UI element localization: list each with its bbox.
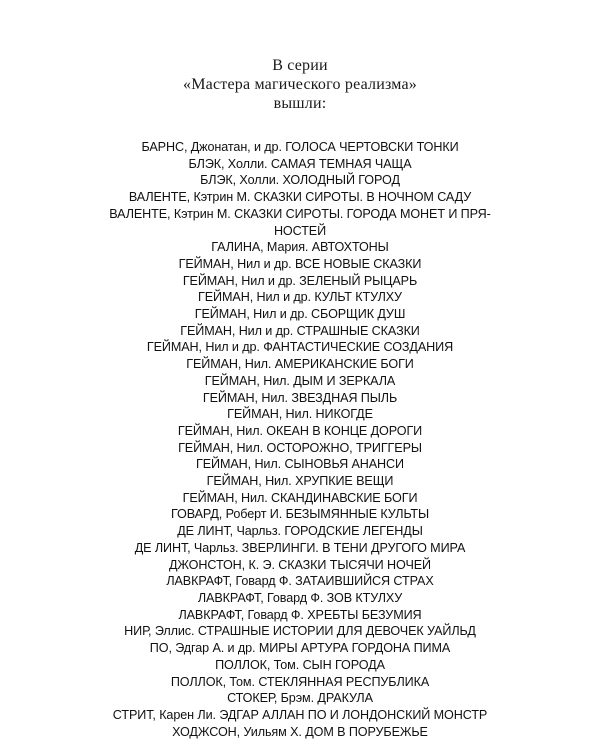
book-title: АВТОХТОНЫ: [311, 240, 389, 255]
book-title: СТЕКЛЯННАЯ РЕСПУБЛИКА: [258, 674, 430, 689]
book-author: ГЕЙМАН, Нил и др.: [194, 307, 308, 322]
book-entry: [0, 724, 600, 741]
book-entry: [0, 172, 600, 189]
book-title: СКАНДИНАВСКИЕ БОГИ: [271, 490, 418, 505]
book-title: НОСТЕЙ: [273, 223, 327, 238]
book-author: БЛЭК, Холли.: [200, 173, 280, 188]
book-author: ПОЛЛОК, Том.: [215, 657, 300, 672]
book-title: ХРУПКИЕ ВЕЩИ: [295, 474, 394, 489]
series-heading: [0, 56, 600, 113]
book-title: ЗАТАИВШИЙСЯ СТРАХ: [295, 574, 434, 589]
book-title: ХРЕБТЫ БЕЗУМИЯ: [307, 607, 422, 622]
book-entry: [0, 623, 600, 640]
book-entry: [0, 373, 600, 390]
book-entry: [0, 473, 600, 490]
book-author: ДЖОНСТОН, К. Э.: [169, 557, 275, 572]
book-author: БЛЭК, Холли.: [188, 156, 268, 171]
book-title: ЭДГАР АЛЛАН ПО И ЛОНДОНСКИЙ МОНСТР: [219, 707, 488, 722]
book-title: СКАЗКИ СИРОТЫ. ГОРОДА МОНЕТ И ПРЯ-: [234, 206, 491, 221]
book-title: СЫН ГОРОДА: [302, 657, 385, 672]
book-author: ГОВАРД, Роберт И.: [171, 507, 283, 522]
book-author: ГЕЙМАН, Нил и др.: [182, 273, 296, 288]
book-entry: [0, 440, 600, 457]
book-entry: [0, 590, 600, 607]
book-title: ЗВЕЗДНАЯ ПЫЛЬ: [291, 390, 398, 405]
book-title: ДЫМ И ЗЕРКАЛА: [293, 373, 396, 388]
book-author: НИР, Эллис.: [124, 624, 195, 639]
book-entry: [0, 506, 600, 523]
book-title: ЗЕЛЕНЫЙ РЫЦАРЬ: [299, 273, 418, 288]
book-author: ГЕЙМАН, Нил.: [182, 490, 268, 505]
book-entry: [0, 573, 600, 590]
book-title: МИРЫ АРТУРА ГОРДОНА ПИМА: [258, 641, 451, 656]
book-entry: [0, 239, 600, 256]
book-author: ЛАВКРАФТ, Говард Ф.: [166, 574, 292, 589]
book-author: ГЕЙМАН, Нил.: [195, 457, 282, 472]
book-author: ГЕЙМАН, Нил.: [227, 407, 313, 422]
book-author: ХОДЖСОН, Уильям Х.: [172, 724, 302, 739]
book-author: ГЕЙМАН, Нил.: [186, 357, 272, 372]
book-title: ОКЕАН В КОНЦЕ ДОРОГИ: [266, 423, 423, 438]
book-author: ГЕЙМАН, Нил и др.: [198, 290, 311, 305]
book-author: ГЕЙМАН, Нил.: [178, 440, 264, 455]
book-entry: [0, 189, 600, 206]
book-author: ДЕ ЛИНТ, Чарльз.: [177, 524, 281, 539]
book-title: ДОМ В ПОРУБЕЖЬЕ: [305, 724, 428, 739]
book-title: БЕЗЫМЯННЫЕ КУЛЬТЫ: [285, 507, 429, 522]
book-entry: [0, 540, 600, 557]
book-entry: [0, 256, 600, 273]
book-author: ГЕЙМАН, Нил.: [202, 390, 288, 405]
book-author: ГЕЙМАН, Нил и др.: [178, 256, 292, 271]
book-entry: [0, 139, 600, 156]
book-author: БАРНС, Джонатан, и др.: [141, 140, 282, 154]
book-title: ЗОВ КТУЛХУ: [326, 590, 403, 605]
book-author: ГЕЙМАН, Нил.: [204, 373, 290, 388]
book-entry: [0, 640, 600, 657]
book-author: ПОЛЛОК, Том.: [170, 674, 255, 689]
book-title: ДРАКУЛА: [317, 691, 373, 706]
book-title: ВСЕ НОВЫЕ СКАЗКИ: [294, 256, 422, 271]
book-list: [0, 139, 600, 740]
book-entry: [0, 423, 600, 440]
book-title: НИКОГДЕ: [315, 407, 373, 422]
book-title: КУЛЬТ КТУЛХУ: [314, 290, 402, 305]
book-entry: [0, 557, 600, 574]
book-entry: [0, 690, 600, 707]
book-entry: [0, 206, 600, 223]
book-author: ГЕЙМАН, Нил и др.: [146, 340, 260, 355]
book-entry: [0, 490, 600, 507]
book-author: ГАЛИНА, Мария.: [211, 240, 309, 255]
book-entry: [0, 306, 600, 323]
book-entry: [0, 273, 600, 290]
book-title: ЗВЕРЛИНГИ. В ТЕНИ ДРУГОГО МИРА: [241, 540, 466, 555]
book-author: СТРИТ, Карен Ли.: [112, 707, 216, 722]
heading-line-2: «Мастера магического реализма»: [183, 76, 417, 93]
book-title: СТРАШНЫЕ ИСТОРИИ ДЛЯ ДЕВОЧЕК УАЙЛЬД: [197, 624, 476, 639]
book-entry: [0, 223, 600, 240]
book-title: АМЕРИКАНСКИЕ БОГИ: [274, 357, 414, 372]
book-entry: [0, 523, 600, 540]
book-entry: [0, 390, 600, 407]
book-title: СКАЗКИ СИРОТЫ. В НОЧНОМ САДУ: [253, 190, 472, 205]
book-author: ДЕ ЛИНТ, Чарльз.: [134, 540, 239, 555]
book-entry: [0, 607, 600, 624]
book-title: СЫНОВЬЯ АНАНСИ: [284, 457, 405, 472]
book-title: САМАЯ ТЕМНАЯ ЧАЩА: [270, 156, 412, 171]
book-entry: [0, 657, 600, 674]
book-author: ЛАВКРАФТ, Говард Ф.: [197, 590, 324, 605]
book-entry: [0, 707, 600, 724]
book-title: СТРАШНЫЕ СКАЗКИ: [296, 323, 420, 338]
book-author: ГЕЙМАН, Нил.: [206, 474, 292, 489]
book-title: СКАЗКИ ТЫСЯЧИ НОЧЕЙ: [278, 557, 431, 572]
heading-line-1: В серии: [272, 57, 328, 74]
book-title: СБОРЩИК ДУШ: [311, 307, 406, 322]
book-title: ОСТОРОЖНО, ТРИГГЕРЫ: [266, 440, 422, 455]
book-entry: [0, 356, 600, 373]
book-title: ГОЛОСА ЧЕРТОВСКИ ТОНКИ: [285, 140, 459, 154]
book-title: ФАНТАСТИЧЕСКИЕ СОЗДАНИЯ: [263, 340, 454, 355]
book-entry: [0, 289, 600, 306]
book-author: ГЕЙМАН, Нил.: [177, 423, 263, 438]
book-title: ХОЛОДНЫЙ ГОРОД: [282, 173, 400, 188]
book-author: ГЕЙМАН, Нил и др.: [180, 323, 294, 338]
book-entry: [0, 156, 600, 173]
book-entry: [0, 456, 600, 473]
book-title: ГОРОДСКИЕ ЛЕГЕНДЫ: [284, 524, 423, 539]
book-entry: [0, 674, 600, 691]
book-author: СТОКЕР, Брэм.: [227, 691, 314, 706]
book-author: ПО, Эдгар А. и др.: [149, 641, 256, 656]
book-entry: [0, 406, 600, 423]
book-author: ВАЛЕНТЕ, Кэтрин М.: [109, 206, 231, 221]
book-entry: [0, 339, 600, 356]
book-author: ЛАВКРАФТ, Говард Ф.: [178, 607, 304, 622]
book-author: ВАЛЕНТЕ, Кэтрин М.: [128, 190, 251, 205]
book-entry: [0, 323, 600, 340]
heading-line-3: вышли:: [273, 95, 327, 112]
